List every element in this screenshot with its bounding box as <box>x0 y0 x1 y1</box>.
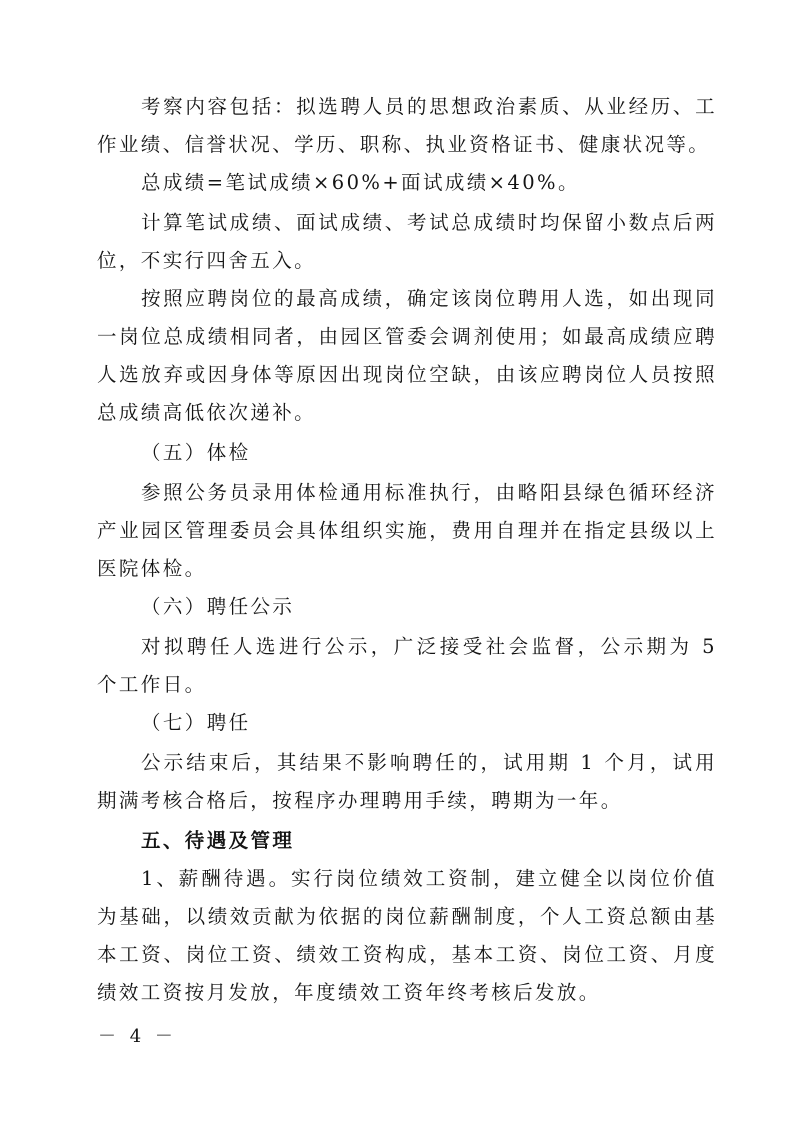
heading-section-5: 五、待遇及管理 <box>141 829 295 852</box>
paragraph-appointment: 公示结束后，其结果不影响聘任的，试用期 1 个月，试用期满考核合格后，按程序办理聘用手续，聘期为一年。 <box>97 751 717 812</box>
page-number: － 4 － <box>98 1026 177 1047</box>
heading-publicity: （六）聘任公示 <box>141 595 295 618</box>
paragraph-publicity: 对拟聘任人选进行公示，广泛接受社会监督，公示期为 5 个工作日。 <box>97 635 717 696</box>
paragraph-total-score: 总成绩=笔试成绩×60%+面试成绩×40%。 <box>141 171 580 194</box>
heading-medical-exam: （五）体检 <box>141 441 251 464</box>
heading-appointment: （七）聘任 <box>141 711 251 734</box>
paragraph-selection-rule: 按照应聘岗位的最高成绩，确定该岗位聘用人选，如出现同一岗位总成绩相同者，由园区管委会调剂使用；如最高成绩应聘人选放弃或因身体等原因出现岗位空缺，由该应聘岗位人员按照总成绩高低依次递补。 <box>97 287 717 424</box>
paragraph-salary: 1、薪酬待遇。实行岗位绩效工资制，建立健全以岗位价值为基础，以绩效贡献为依据的岗位薪酬制度，个人工资总额由基本工资、岗位工资、绩效工资构成，基本工资、岗位工资、月度绩效工资按月发放，年度绩效工资年终考核后发放。 <box>97 867 717 1004</box>
paragraph-score-calculation: 计算笔试成绩、面试成绩、考试总成绩时均保留小数点后两位，不实行四舍五入。 <box>97 211 717 272</box>
paragraph-inspection-content: 考察内容包括：拟选聘人员的思想政治素质、从业经历、工作业绩、信誉状况、学历、职称、执业资格证书、健康状况等。 <box>97 95 717 156</box>
paragraph-medical-exam: 参照公务员录用体检通用标准执行，由略阳县绿色循环经济产业园区管理委员会具体组织实施，费用自理并在指定县级以上医院体检。 <box>97 481 717 580</box>
